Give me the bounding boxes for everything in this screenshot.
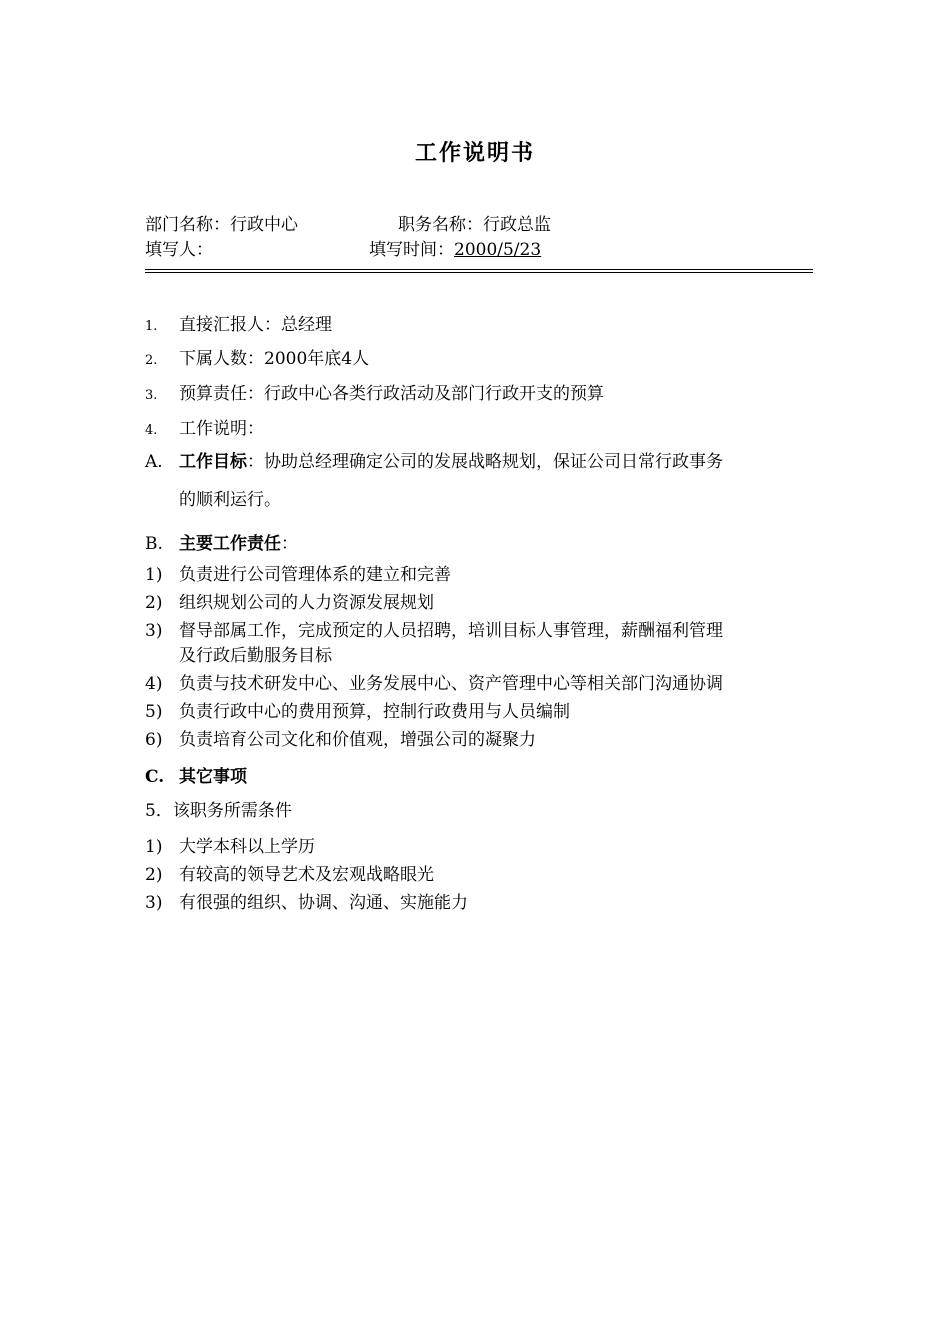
duty-item bbox=[145, 673, 723, 695]
page-title: 工作说明书 bbox=[414, 140, 535, 166]
item-text: 下属人数：2000年底4人 bbox=[179, 349, 370, 369]
section-c-heading bbox=[145, 766, 247, 788]
duty-item bbox=[145, 564, 451, 586]
section-b-marker: B. bbox=[145, 534, 163, 554]
date-field bbox=[369, 239, 541, 261]
requirement-item bbox=[145, 836, 315, 858]
position-label: 职务名称： bbox=[398, 215, 483, 235]
date-value: 2000/5/23 bbox=[454, 240, 542, 260]
item-number: 4. bbox=[145, 423, 158, 438]
duty-item bbox=[145, 592, 434, 614]
duty-number: 3) bbox=[145, 621, 163, 641]
item-text: 工作说明： bbox=[179, 419, 264, 439]
date-label: 填写时间： bbox=[369, 240, 454, 260]
header-rule-bottom bbox=[145, 272, 813, 273]
section-a-marker: A. bbox=[145, 452, 163, 472]
duty-text: 负责进行公司管理体系的建立和完善 bbox=[179, 565, 451, 585]
list-item bbox=[145, 314, 332, 338]
requirement-item bbox=[145, 864, 434, 886]
section-a-text: ：协助总经理确定公司的发展战略规划，保证公司日常行政事务 bbox=[247, 452, 723, 472]
dept-value: 行政中心 bbox=[230, 215, 298, 235]
duty-number: 6) bbox=[145, 730, 163, 750]
requirement-number: 1) bbox=[145, 837, 163, 857]
dept-label: 部门名称： bbox=[145, 215, 230, 235]
duty-number: 2) bbox=[145, 593, 163, 613]
item-number: 3. bbox=[145, 388, 158, 403]
duty-item bbox=[145, 620, 723, 642]
position-value: 行政总监 bbox=[483, 215, 551, 235]
duty-item bbox=[145, 701, 570, 723]
item-number: 2. bbox=[145, 353, 158, 368]
section-a bbox=[145, 451, 723, 473]
requirement-text: 有很强的组织、协调、沟通、实施能力 bbox=[179, 893, 468, 913]
section-b-colon: ： bbox=[281, 534, 298, 554]
section-a-label: 工作目标 bbox=[179, 452, 247, 472]
duty-number: 1) bbox=[145, 565, 163, 585]
requirement-number: 2) bbox=[145, 865, 163, 885]
duty-item bbox=[145, 729, 536, 751]
list-item bbox=[145, 418, 264, 442]
list-item bbox=[145, 383, 604, 407]
item-number: 1. bbox=[145, 319, 158, 334]
section-c-label: 其它事项 bbox=[179, 767, 247, 787]
section-c-marker: C. bbox=[145, 767, 165, 787]
list-item bbox=[145, 348, 369, 372]
duty-text: 负责培育公司文化和价值观，增强公司的凝聚力 bbox=[179, 730, 536, 750]
duty-number: 4) bbox=[145, 674, 163, 694]
duty-text: 组织规划公司的人力资源发展规划 bbox=[179, 593, 434, 613]
duty-number: 5) bbox=[145, 702, 163, 722]
item-text: 预算责任：行政中心各类行政活动及部门行政开支的预算 bbox=[179, 384, 604, 404]
header-rule-top bbox=[145, 269, 813, 270]
filler-field bbox=[145, 239, 213, 261]
requirement-item bbox=[145, 892, 468, 914]
duty-text: 负责与技术研发中心、业务发展中心、资产管理中心等相关部门沟通协调 bbox=[179, 674, 723, 694]
position-field bbox=[398, 214, 551, 236]
dept-field bbox=[145, 214, 298, 236]
duty-text: 督导部属工作，完成预定的人员招聘，培训目标人事管理，薪酬福利管理 bbox=[179, 621, 723, 641]
requirement-text: 有较高的领导艺术及宏观战略眼光 bbox=[179, 865, 434, 885]
section-a-continuation: 的顺利运行。 bbox=[179, 490, 281, 510]
item-text: 直接汇报人：总经理 bbox=[179, 315, 332, 335]
requirement-text: 大学本科以上学历 bbox=[179, 837, 315, 857]
requirement-number: 3) bbox=[145, 893, 163, 913]
section-b-heading bbox=[145, 533, 298, 555]
duty-text: 负责行政中心的费用预算，控制行政费用与人员编制 bbox=[179, 702, 570, 722]
duty-continuation: 及行政后勤服务目标 bbox=[179, 646, 332, 666]
filler-label: 填写人： bbox=[145, 240, 213, 260]
section-5-heading: 5．该职务所需条件 bbox=[145, 801, 292, 821]
section-b-label: 主要工作责任 bbox=[179, 534, 281, 554]
